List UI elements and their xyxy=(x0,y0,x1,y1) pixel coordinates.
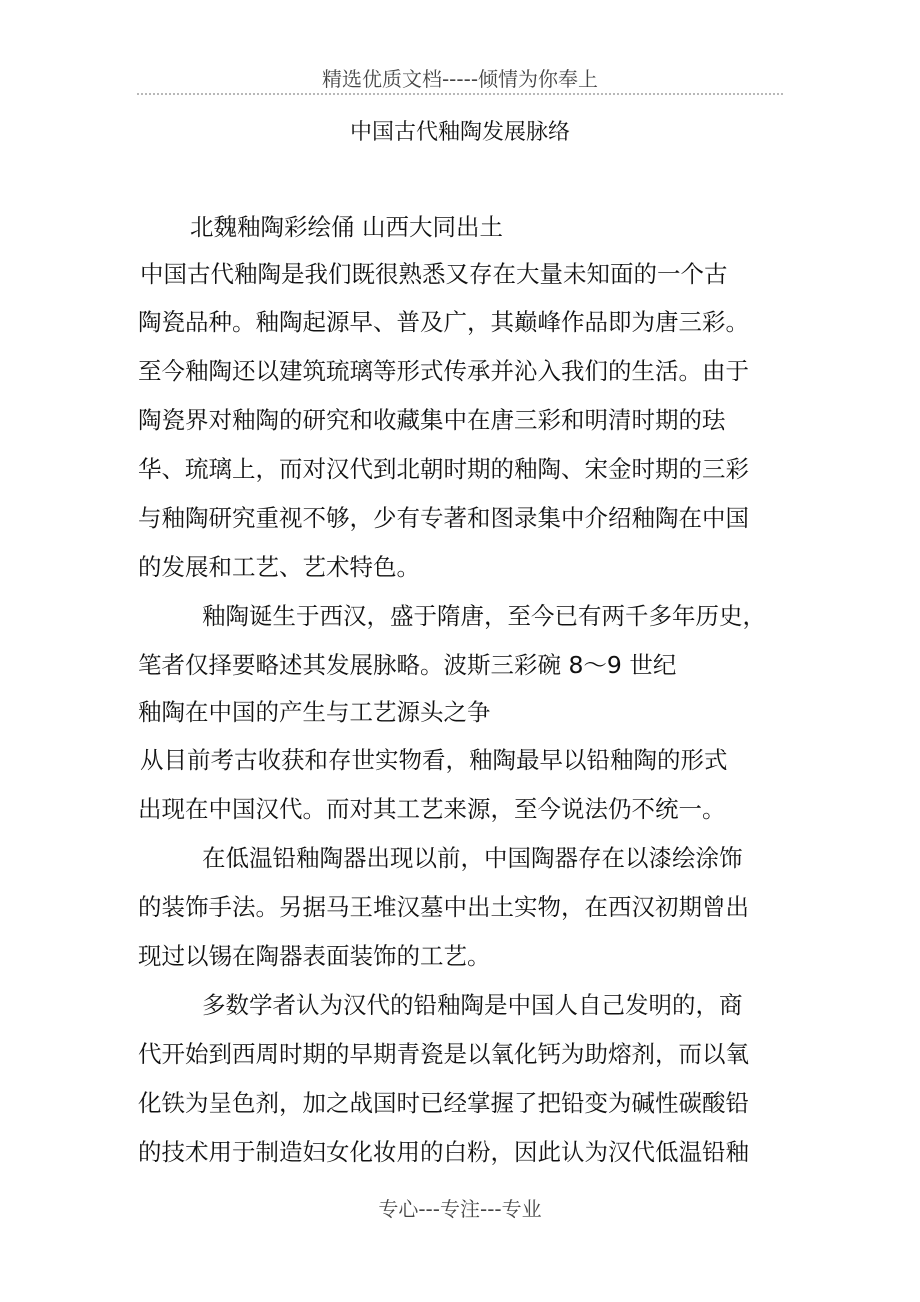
header-divider xyxy=(137,93,783,95)
paragraph-line: 的技术用于制造妇女化妆用的白粉，因此认为汉代低温铅釉 xyxy=(138,1138,749,1166)
paragraph-line: 与釉陶研究重视不够，少有专著和图录集中介绍釉陶在中国 xyxy=(138,504,749,532)
paragraph-line: 笔者仅择要略述其发展脉略。波斯三彩碗 8～9 世纪 xyxy=(138,651,677,679)
paragraph-line: 在低温铅釉陶器出现以前，中国陶器存在以漆绘涂饰 xyxy=(202,844,743,872)
paragraph-line: 现过以锡在陶器表面装饰的工艺。 xyxy=(138,942,491,970)
page-footer: 专心---专注---专业 xyxy=(378,1197,542,1221)
paragraph-line: 的装饰手法。另据马王堆汉墓中出土实物，在西汉初期曾出 xyxy=(138,893,749,921)
paragraph-line: 华、琉璃上，而对汉代到北朝时期的釉陶、宋金时期的三彩 xyxy=(138,455,749,483)
paragraph-line: 出现在中国汉代。而对其工艺来源，至今说法仍不统一。 xyxy=(138,795,726,823)
paragraph-line: 多数学者认为汉代的铅釉陶是中国人自己发明的，商 xyxy=(202,991,743,1019)
paragraph-line: 的发展和工艺、艺术特色。 xyxy=(138,553,420,581)
paragraph-line: 至今釉陶还以建筑琉璃等形式传承并沁入我们的生活。由于 xyxy=(138,357,749,385)
paragraph-line: 化铁为呈色剂，加之战国时已经掌握了把铅变为碱性碳酸铅 xyxy=(138,1089,749,1117)
section-heading-line: 釉陶在中国的产生与工艺源头之争 xyxy=(138,698,491,726)
image-caption-line: 北魏釉陶彩绘俑 山西大同出土 xyxy=(190,213,503,241)
document-title: 中国古代釉陶发展脉络 xyxy=(349,120,570,145)
paragraph-line: 陶瓷品种。釉陶起源早、普及广，其巅峰作品即为唐三彩。 xyxy=(138,308,749,336)
page-header: 精选优质文档-----倾情为你奉上 xyxy=(321,67,599,91)
paragraph-line: 釉陶诞生于西汉，盛于隋唐，至今已有两千多年历史， xyxy=(202,602,766,630)
paragraph-line: 陶瓷界对釉陶的研究和收藏集中在唐三彩和明清时期的珐 xyxy=(138,406,726,434)
paragraph-line: 从目前考古收获和存世实物看，釉陶最早以铅釉陶的形式 xyxy=(140,746,728,774)
paragraph-line: 代开始到西周时期的早期青瓷是以氧化钙为助熔剂，而以氧 xyxy=(138,1040,749,1068)
paragraph-line: 中国古代釉陶是我们既很熟悉又存在大量未知面的一个古 xyxy=(140,260,728,288)
